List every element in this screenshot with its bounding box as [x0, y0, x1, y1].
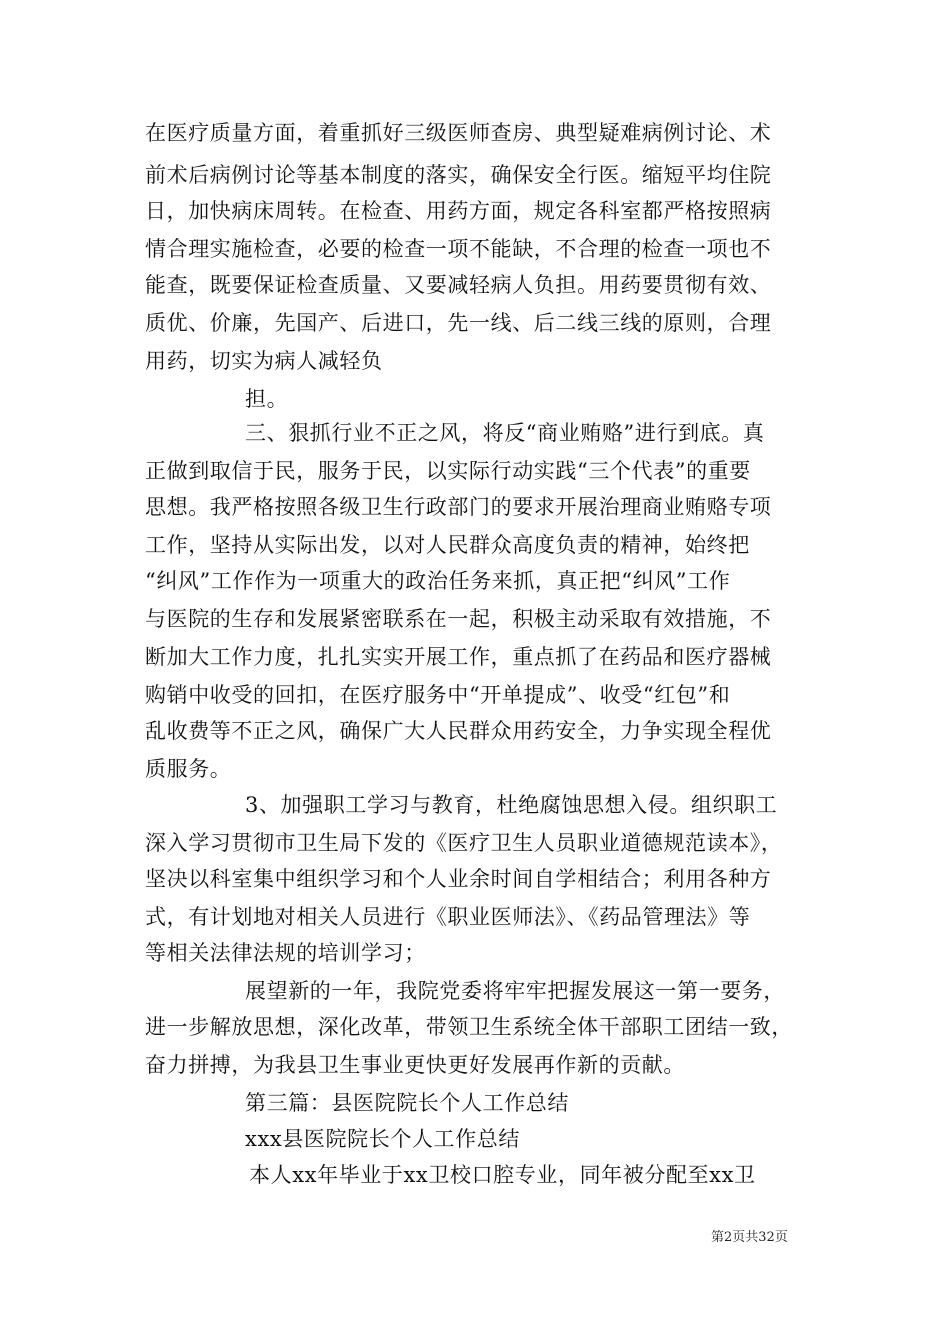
body-line: 奋力拼搏，为我县卫生事业更快更好发展再作新的贡献。: [145, 1053, 685, 1077]
body-line: 情合理实施检查，必要的检查一项不能缺，不合理的检查一项也不: [145, 237, 772, 261]
body-line: 质优、价廉，先国产、后进口，先一线、后二线三线的原则，合理: [145, 311, 772, 335]
body-line: 展望新的一年，我院党委将牢牢把握发展这一第一要务，: [245, 979, 785, 1003]
body-line: 本人xx年毕业于xx卫校口腔专业，同年被分配至xx卫: [249, 1163, 756, 1187]
section-heading-line: 三、狠抓行业不正之风，将反“商业贿赂”进行到底。真: [245, 421, 765, 445]
body-line: 乱收费等不正之风，确保广大人民群众用药安全，力争实现全程优: [145, 719, 772, 743]
body-line: 工作，坚持从实际出发，以对人民群众高度负责的精神，始终把: [145, 533, 750, 557]
article-title: xxx县医院院长个人工作总结: [245, 1127, 520, 1151]
body-line: 坚决以科室集中组织学习和个人业余时间自学相结合；利用各种方: [145, 867, 772, 891]
page-number-footer: 第2页共32页: [711, 1230, 788, 1245]
body-line: 与医院的生存和发展紧密联系在一起，积极主动采取有效措施，不: [145, 607, 772, 631]
body-line: 购销中收受的回扣，在医疗服务中“开单提成”、收受“红包”和: [145, 683, 731, 707]
section-heading-line: 3、加强职工学习与教育，杜绝腐蚀思想入侵。组织职工: [245, 793, 778, 817]
body-line: 深入学习贯彻市卫生局下发的《医疗卫生人员职业道德规范读本》，: [145, 831, 783, 855]
body-line: 在医疗质量方面，着重抓好三级医师查房、典型疑难病例讨论、术: [145, 121, 772, 145]
body-line: 质服务。: [145, 757, 232, 781]
body-line: 用药，切实为病人减轻负: [145, 349, 383, 373]
body-line: 进一步解放思想，深化改革，带领卫生系统全体干部职工团结一致，: [145, 1015, 793, 1039]
body-line: 前术后病例讨论等基本制度的落实，确保安全行医。缩短平均住院: [145, 163, 772, 187]
body-line: 能查，既要保证检查质量、又要减轻病人负担。用药要贯彻有效、: [145, 273, 772, 297]
body-line: 日，加快病床周转。在检查、用药方面，规定各科室都严格按照病: [145, 199, 772, 223]
body-line: 担。: [245, 387, 289, 411]
body-line: “纠风”工作作为一项重大的政治任务来抓，真正把“纠风”工作: [145, 569, 731, 593]
body-line: 式，有计划地对相关人员进行《职业医师法》、《药品管理法》等: [145, 905, 751, 929]
article-heading: 第三篇：县医院院长个人工作总结: [245, 1091, 569, 1115]
body-line: 断加大工作力度，扎扎实实开展工作，重点抓了在药品和医疗器械: [145, 645, 772, 669]
body-line: 等相关法律法规的培训学习；: [145, 941, 426, 965]
body-line: 思想。我严格按照各级卫生行政部门的要求开展治理商业贿赂专项: [145, 495, 772, 519]
body-line: 正做到取信于民，服务于民，以实际行动实践“三个代表”的重要: [145, 459, 751, 483]
